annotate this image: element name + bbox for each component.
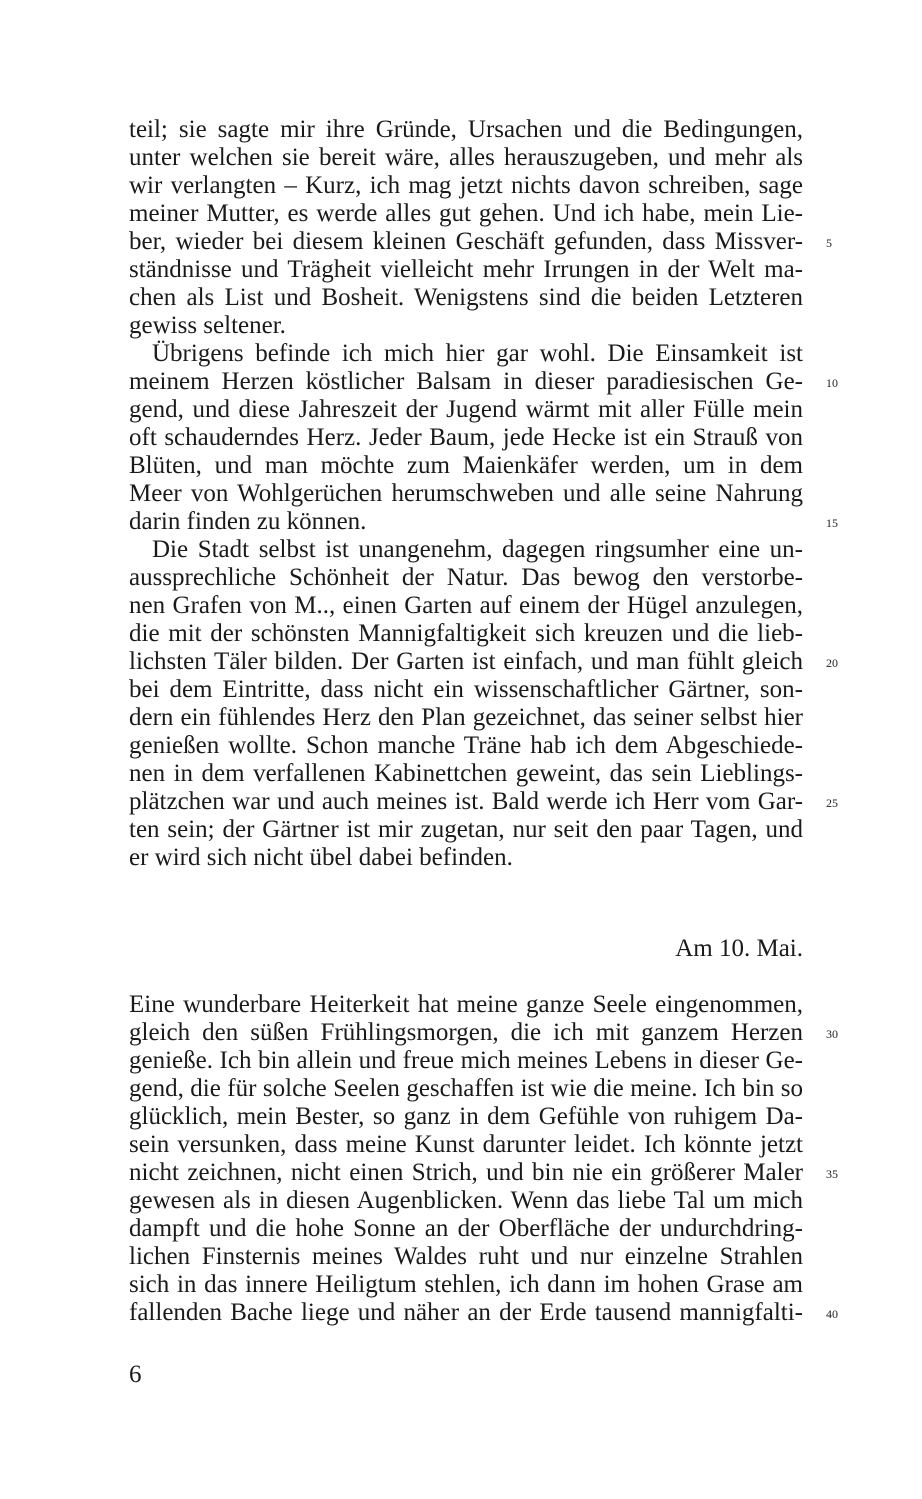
text-line: ten sein; der Gärtner ist mir zugetan, nur seit den paar Tagen, und: [129, 816, 803, 843]
line-number: 10: [826, 376, 838, 390]
text-line: darin finden zu können.: [129, 508, 367, 535]
text-line: dern ein fühlendes Herz den Plan gezeichnet, das seiner selbst hier: [129, 704, 803, 731]
text-line: unter welchen sie bereit wäre, alles herauszugeben, und mehr als: [129, 144, 803, 171]
line-number: 15: [826, 516, 838, 530]
text-line: gend, und diese Jahreszeit der Jugend wärmt mit aller Fülle mein: [129, 396, 803, 423]
text-line: Übrigens befinde ich mich hier gar wohl. Die Einsamkeit ist: [152, 340, 803, 367]
text-line: oft schauderndes Herz. Jeder Baum, jede Hecke ist ein Strauß von: [129, 424, 803, 451]
line-number: 5: [826, 236, 832, 250]
line-number: 40: [826, 1307, 838, 1321]
text-line: gewiss seltener.: [129, 312, 286, 339]
text-line: die mit der schönsten Mannigfaltigkeit sich kreuzen und die lieb-: [129, 620, 803, 647]
line-number: 35: [826, 1167, 838, 1181]
text-line: Blüten, und man möchte zum Maienkäfer werden, um in dem: [129, 452, 803, 479]
text-line: gewesen als in diesen Augenblicken. Wenn das liebe Tal um mich: [129, 1187, 803, 1214]
date-heading: Am 10. Mai.: [675, 935, 803, 962]
text-line: sein versunken, dass meine Kunst darunter leidet. Ich könnte jetzt: [129, 1131, 803, 1158]
text-line: genieße. Ich bin allein und freue mich meines Lebens in dieser Ge-: [129, 1047, 803, 1074]
text-line: meinem Herzen köstlicher Balsam in dieser paradiesischen Ge-: [129, 368, 803, 395]
text-line: Eine wunderbare Heiterkeit hat meine ganze Seele eingenommen,: [129, 991, 803, 1018]
text-line: gleich den süßen Frühlingsmorgen, die ich mit ganzem Herzen: [129, 1019, 803, 1046]
text-line: plätzchen war und auch meines ist. Bald werde ich Herr vom Gar-: [129, 788, 803, 815]
text-line: chen als List und Bosheit. Wenigstens sind die beiden Letzteren: [129, 284, 803, 311]
line-number: 30: [826, 1027, 838, 1041]
text-line: nen Grafen von M.., einen Garten auf einem der Hügel anzulegen,: [129, 592, 803, 619]
text-line: aussprechliche Schönheit der Natur. Das bewog den verstorbe-: [129, 564, 803, 591]
text-line: Die Stadt selbst ist unangenehm, dagegen ringsumher eine un-: [152, 536, 803, 563]
text-line: bei dem Eintritte, dass nicht ein wissenschaftlicher Gärtner, son-: [129, 676, 803, 703]
text-line: glücklich, mein Bester, so ganz in dem Gefühle von ruhigem Da-: [129, 1103, 803, 1130]
line-number: 20: [826, 656, 838, 670]
text-line: fallenden Bache liege und näher an der Erde tausend mannigfalti-: [129, 1299, 803, 1326]
text-line: sich in das innere Heiligtum stehlen, ich dann im hohen Grase am: [129, 1271, 803, 1298]
text-line: ber, wieder bei diesem kleinen Geschäft gefunden, dass Missver-: [129, 228, 803, 255]
text-line: gend, die für solche Seelen geschaffen ist wie die meine. Ich bin so: [129, 1075, 803, 1102]
text-line: wir verlangten – Kurz, ich mag jetzt nichts davon schreiben, sage: [129, 172, 803, 199]
text-line: genießen wollte. Schon manche Träne hab ich dem Abgeschiede-: [129, 732, 803, 759]
text-line: dampft und die hohe Sonne an der Oberfläche der undurchdring-: [129, 1215, 803, 1242]
page-number: 6: [129, 1361, 142, 1388]
text-line: ständnisse und Trägheit vielleicht mehr Irrungen in der Welt ma-: [129, 256, 803, 283]
text-line: er wird sich nicht übel dabei befinden.: [129, 844, 513, 871]
line-number: 25: [826, 796, 838, 810]
text-line: lichsten Täler bilden. Der Garten ist einfach, und man fühlt gleich: [129, 648, 803, 675]
text-line: lichen Finsternis meines Waldes ruht und nur einzelne Strahlen: [129, 1243, 803, 1270]
text-line: meiner Mutter, es werde alles gut gehen. Und ich habe, mein Lie-: [129, 200, 803, 227]
text-line: nen in dem verfallenen Kabinettchen geweint, das sein Lieblings-: [129, 760, 803, 787]
text-line: nicht zeichnen, nicht einen Strich, und bin nie ein größerer Maler: [129, 1159, 803, 1186]
text-line: Meer von Wohlgerüchen herumschweben und alle seine Nahrung: [129, 480, 803, 507]
text-line: teil; sie sagte mir ihre Gründe, Ursachen und die Bedingungen,: [129, 116, 803, 143]
